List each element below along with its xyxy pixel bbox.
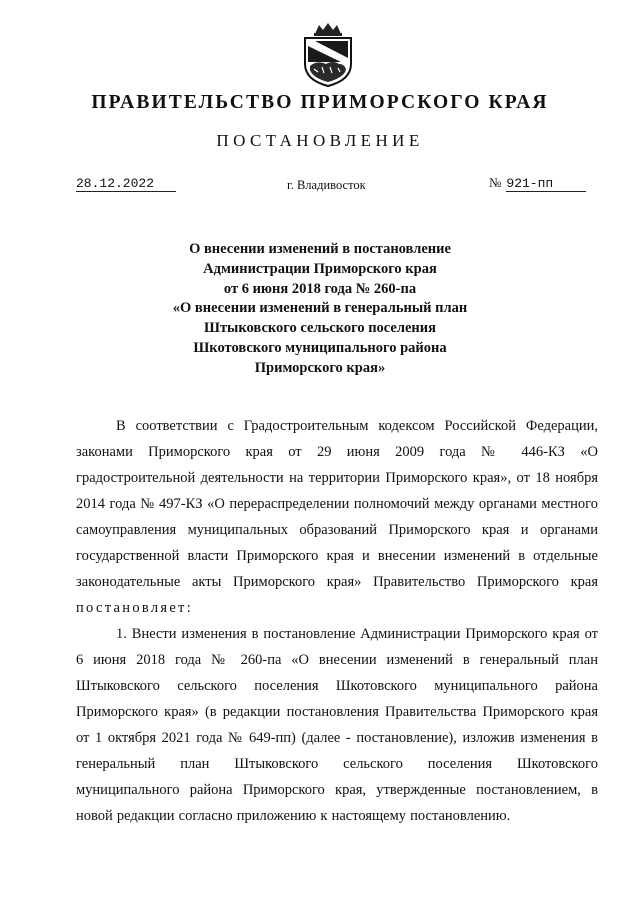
document-subject: [100, 240, 540, 379]
subject-line: Шкотовского муниципального района: [193, 339, 447, 356]
subject-line: Штыковского сельского поселения: [204, 320, 436, 337]
subject-line: «О внесении изменений в генеральный план: [172, 300, 468, 317]
number-value: 921-пп: [506, 176, 586, 192]
document-city: г. Владивосток: [287, 178, 366, 192]
preamble-paragraph: [76, 413, 598, 621]
number-sign: №: [489, 175, 502, 190]
document-type: ПОСТАНОВЛЕНИЕ: [216, 131, 424, 150]
document-number: [489, 175, 586, 192]
subject-line: Приморского края»: [254, 359, 386, 376]
preamble-text: В соответствии с Градостроительным кодексом Российской Федерации, законами Приморского края от 29 июня 2009 года № 446-КЗ «О градостроительной деятельности на территории Приморского края», от 18 ноября 2014 года № 497-КЗ «О перераспределении полномочий между органами местного самоуправления муниципальных образований Приморского края и органами государственной власти Приморского края и внесении изменений в отдельные законодательные акты Приморского края» Правительство Приморского края: [76, 418, 598, 590]
government-title: ПРАВИТЕЛЬСТВО ПРИМОРСКОГО КРАЯ: [91, 92, 549, 113]
primorsky-krai-coat-of-arms-icon: [299, 22, 357, 88]
subject-line: Администрации Приморского края: [203, 260, 437, 277]
subject-line: О внесении изменений в постановление: [189, 241, 451, 257]
item-1-paragraph: 1. Внести изменения в постановление Администрации Приморского края от 6 июня 2018 года № 260-па «О внесении изменений в генеральный план Штыковского сельского поселения Шкотовского муниципального района Приморского края» (в редакции постановления Правительства Приморского края от 1 октября 2021 года № 649-пп) (далее - постановление), изложив изменения в генеральный план Штыковского сельского поселения Шкотовского муниципального района Приморского края, утвержденные постановлением, в новой редакции согласно приложению к настоящему постановлению.: [76, 626, 598, 824]
document-body: [76, 413, 598, 829]
subject-line: от 6 июня 2018 года № 260-па: [223, 280, 417, 297]
document-date: 28.12.2022: [76, 177, 176, 192]
decree-word: постановляет:: [76, 600, 194, 616]
